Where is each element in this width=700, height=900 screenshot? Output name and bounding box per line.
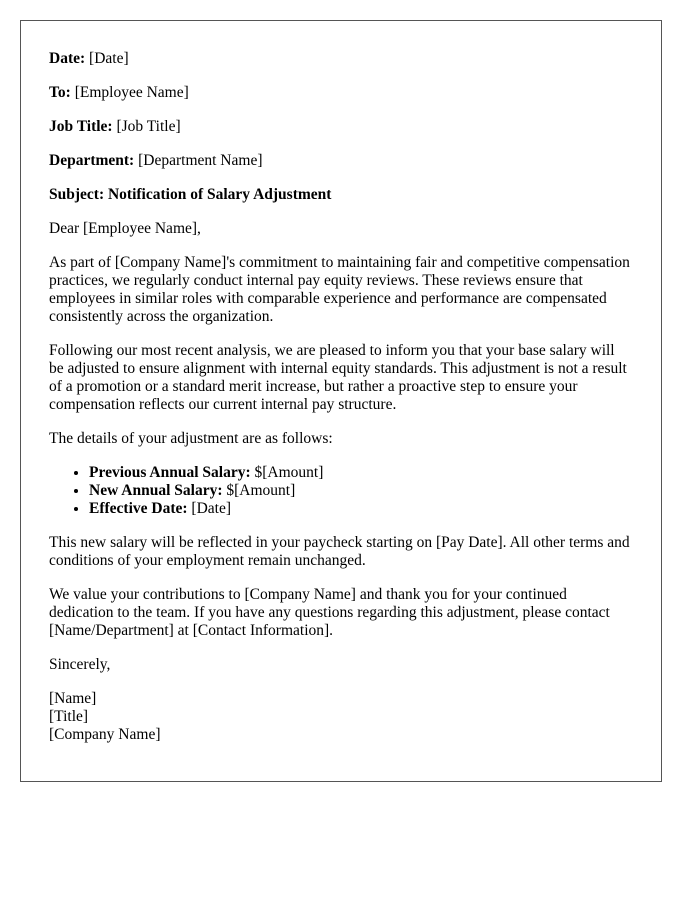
list-item — [89, 464, 633, 482]
signature-block — [49, 690, 633, 744]
list-item — [89, 500, 633, 518]
job-title-line — [49, 118, 633, 136]
signature-company: [Company Name] — [49, 726, 161, 743]
new-salary-value: $[Amount] — [226, 482, 296, 499]
signoff: Sincerely, — [49, 656, 111, 673]
intro-paragraph: As part of [Company Name]'s commitment to maintaining fair and competitive compensation practices, we regularly conduct internal pay equity reviews. These reviews ensure that employees in similar roles with comparable experience and performance are compensated consistently across the organization. — [49, 254, 630, 325]
job-title-label: Job Title: — [49, 118, 113, 135]
to-label: To: — [49, 84, 71, 101]
previous-salary-label: Previous Annual Salary: — [89, 464, 251, 481]
list-item — [89, 482, 633, 500]
department-line — [49, 152, 633, 170]
department-label: Department: — [49, 152, 135, 169]
details-intro: The details of your adjustment are as follows: — [49, 430, 333, 447]
details-list — [49, 464, 633, 518]
previous-salary-value: $[Amount] — [254, 464, 324, 481]
letter — [20, 20, 662, 782]
department-value: [Department Name] — [138, 152, 263, 169]
to-value: [Employee Name] — [74, 84, 189, 101]
analysis-paragraph: Following our most recent analysis, we are pleased to inform you that your base salary will be adjusted to ensure alignment with internal equity standards. This adjustment is not a result of a promotion or a standard merit increase, but rather a proactive step to ensure your compensation reflects our current internal pay structure. — [49, 342, 627, 413]
subject-line: Subject: Notification of Salary Adjustment — [49, 186, 332, 203]
paycheck-paragraph: This new salary will be reflected in your paycheck starting on [Pay Date]. All other terms and conditions of your employment remain unchanged. — [49, 534, 630, 569]
date-line — [49, 50, 633, 68]
salutation: Dear [Employee Name], — [49, 220, 201, 237]
effective-date-label: Effective Date: — [89, 500, 188, 517]
signature-title: [Title] — [49, 708, 89, 725]
date-value: [Date] — [89, 50, 129, 67]
to-line — [49, 84, 633, 102]
contact-paragraph: We value your contributions to [Company Name] and thank you for your continued dedication to the team. If you have any questions regarding this adjustment, please contact [Name/Department] at [Contact Information]. — [49, 586, 610, 639]
new-salary-label: New Annual Salary: — [89, 482, 223, 499]
date-label: Date: — [49, 50, 86, 67]
signature-name: [Name] — [49, 690, 97, 707]
job-title-value: [Job Title] — [116, 118, 181, 135]
effective-date-value: [Date] — [191, 500, 232, 517]
